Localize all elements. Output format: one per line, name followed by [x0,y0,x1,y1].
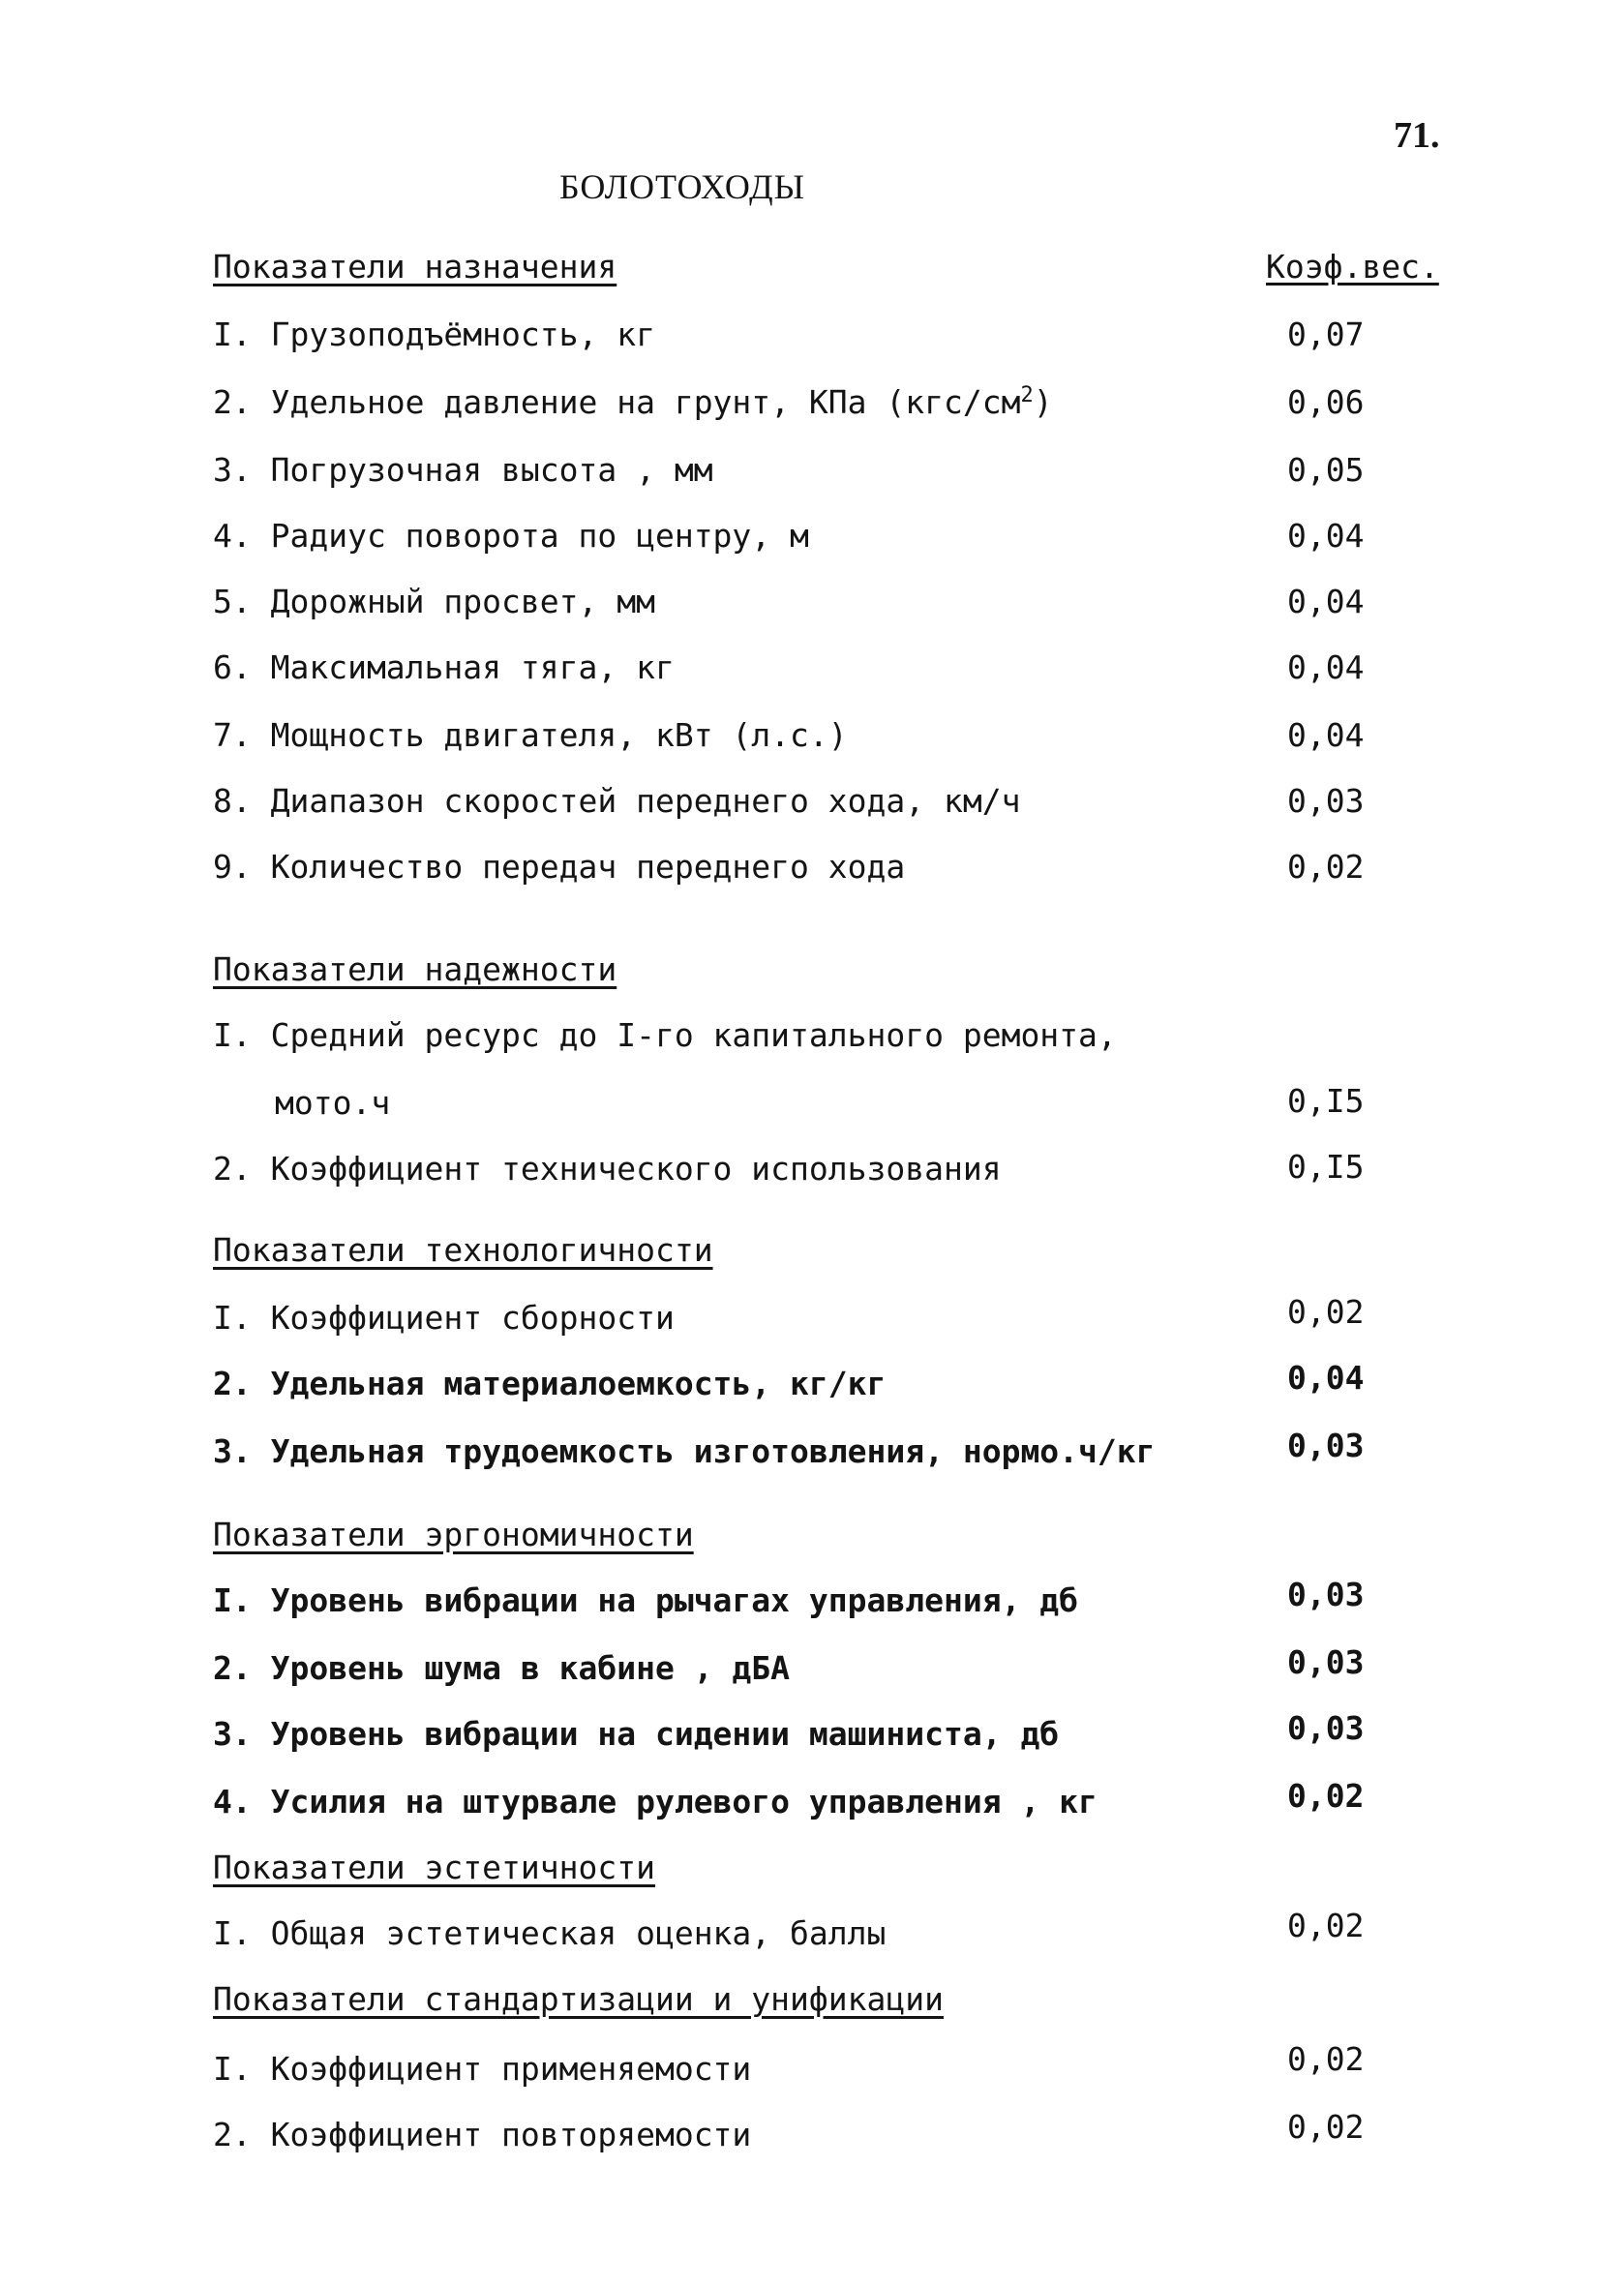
list-item: 2. Коэффициент технического использования [213,1150,1002,1188]
list-item: 3. Погрузочная высота , мм [213,451,713,489]
list-item: 8. Диапазон скоростей переднего хода, км/ч [213,782,1021,820]
section-heading-ergonomics: Показатели эргономичности [213,1516,694,1553]
list-item: 2. Коэффициент повторяемости [213,2116,752,2153]
list-item: I. Общая эстетическая оценка, баллы [213,1914,887,1952]
list-item: 3. Удельная трудоемкость изготовления, нормо.ч/кг [213,1432,1156,1470]
weight-value: 0,04 [1287,517,1365,555]
weight-value: 0,I5 [1287,1148,1365,1186]
section-heading-manufacturability: Показатели технологичности [213,1231,713,1269]
weight-value: 0,02 [1287,2040,1365,2078]
weight-value: 0,04 [1287,648,1365,686]
page-title: БОЛОТОХОДЫ [559,167,806,206]
list-item: 9. Количество передач переднего хода [213,848,906,886]
weight-value: 0,04 [1287,583,1365,620]
list-item: I. Грузоподъёмность, кг [213,316,655,353]
list-item: 5. Дорожный просвет, мм [213,583,655,620]
section-heading-reliability: Показатели надежности [213,950,617,988]
section-heading-standardization: Показатели стандартизации и унификации [213,1980,944,2018]
list-item: 4. Усилия на штурвале рулевого управления , кг [213,1783,1098,1821]
weight-value: 0,05 [1287,451,1365,489]
superscript: 2 [1020,383,1034,407]
list-item: 2. Удельная материалоемкость, кг/кг [213,1365,887,1402]
list-item: I. Средний ресурс до I-го капитального ремонта, [213,1016,1117,1054]
weight-value: 0,02 [1287,2108,1365,2146]
list-item: 2. Уровень шума в кабине , дБА [213,1649,791,1687]
weight-value: 0,02 [1287,1293,1365,1331]
weight-value: 0,02 [1287,848,1365,886]
weight-value: 0,06 [1287,383,1365,421]
weight-value: 0,02 [1287,1777,1365,1815]
weight-value: 0,03 [1287,1643,1365,1681]
list-item: 4. Радиус поворота по центру, м [213,517,809,555]
list-item: 7. Мощность двигателя, кВт (л.с.) [213,716,848,754]
weight-value: 0,03 [1287,1576,1365,1613]
list-item: 3. Уровень вибрации на сидении машиниста, дб [213,1715,1060,1753]
section-heading-aesthetics: Показатели эстетичности [213,1849,655,1886]
list-item: 2. Удельное давление на грунт, КПа $(кгс/см^2)$ [213,383,1053,421]
list-item-continuation: мото.ч [275,1084,391,1122]
list-item: 6. Максимальная тяга, кг [213,648,675,686]
page-number: 71. [1394,115,1440,156]
list-item: I. Коэффициент сборности [213,1299,675,1337]
weight-value: 0,04 [1287,716,1365,754]
section-heading-purpose: Показатели назначения [213,248,617,286]
weight-value: 0,07 [1287,316,1365,353]
weight-value: 0,I5 [1287,1082,1365,1120]
weight-value: 0,02 [1287,1907,1365,1944]
weight-column-header: Коэф.вес. [1266,248,1439,286]
weight-value: 0,03 [1287,1709,1365,1747]
list-item: I. Уровень вибрации на рычагах управления, дб [213,1581,1079,1619]
weight-value: 0,03 [1287,782,1365,820]
weight-value: 0,03 [1287,1427,1365,1464]
weight-value: 0,04 [1287,1359,1365,1397]
list-item: I. Коэффициент применяемости [213,2050,752,2088]
